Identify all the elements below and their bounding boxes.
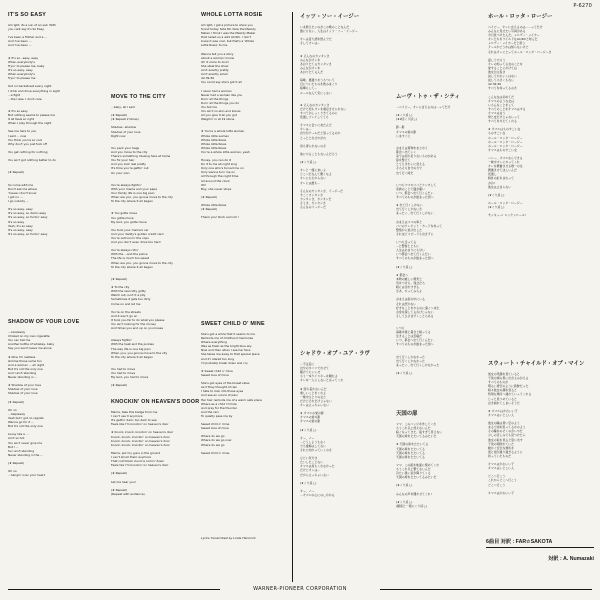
column-its-so-easy [8, 10, 80, 580]
song-title-move-to-the-city-jp: ムーヴ・トゥ・ザ・シティ [396, 94, 460, 100]
lyrics-move-to-the-city: ...baby, all I said (★ Repeat) (★ Repeat 2 times) Shadow...shadow Shadow of your love Right now You pack your bags And you move to the city There's something missing here at home You fix your hair And you look real pretty It's time you're gettin' out On your own You're always fightin' With your mama and your papa Your family life is one big pain When are you, you gonna move to the city To the city where it all began ★ You gotta move You gotta move My God, you gotta move You took your mama's car And your daddy's golden credit card You're outrunnin' the cops And you don't even drive too hard You're always ridin' With the ...and the police The life is much too sweet When are you, you gonna move to the city To the city where it all began (★ Repeat) ★ To the city With the real nitty gritty Watch out, isn't it a pity Sometimes it gets too dirty Come on and let me You're on the streets And it won't go on It took you far to do what you please You ain't looking for the money And times you end up on you knees Always fightin' With the heat and the junkies The way life is one big pain When you, you gonna move to the city To the city where it all began You had to move You had to move My God, you had to move (★ Repeat) [111, 105, 173, 388]
lyrics-its-so-easy: All right, its a sun of an sail. With you cant say it's So Easy. I've been a flother and a ... And I've been ... And I've been ... ★ It's so...easy, easy When everybody's Tryin' to please me, baby It's so easy, easy When everybody's Tryin' to please me Out on backstreet every night I drink and drive everything in sight ...a fight ...the rules, I don't care ★ It's so easy But nothing seems to please me It all feels so right When I play through the night See me here to you I said ... now You think you're so cool Why don't you just fuck off You get nothing for nothing You ain't got nothing better to do (★ Repeat) So come with me Don't ask me where 'Cause I don't know I got no ... I go nobody ... It's so easy, easy It's so easy, so damn easy It's so easy, so fuckin' easy It's so easy Yeah, it's so easy It's so easy, easy It's so easy, so fuckin' easy [8, 23, 60, 236]
lyrics-knockin-jp: ママ、このバッジを外してくれ もうこれ以上使えないんだ 暗くなってきた、暗すぎて見えない 天国の扉をたたいてるみたいだ ★ 天国の扉をたたいてる 天国の扉をたたいてる 天国の扉をたたいてる 天国の扉をたたいてる ママ、この銃を地面に埋めてくれ もうこれ以上撃てないんだ 冷たい黒い雲が降りてくる 天国の扉をたたいてるみたいだ (★くり返し) みんなの声を聞かせてくれ! (★くり返し) (観客と一緒にくり返し) [396, 422, 443, 508]
song-title-whole-lotta-rosie: WHOLE LOTTA ROSIE [201, 12, 263, 18]
footer-company: WARNER-PIONEER CORPORATION [253, 586, 347, 592]
column-jp-3 [488, 10, 594, 532]
song-title-shadow-of-your-love: SHADOW OF YOUR LOVE [8, 319, 80, 325]
song-title-sweet-child-o-mine: SWEET CHILD O' MINE [201, 321, 265, 327]
column-divider [292, 12, 293, 582]
lyrics-knockin-on-heavens-door: Mama, take this badge from me I can't use it anymore It's gettin' dark, too dark to see Feels like I'm knockin' on heaven's door ★ Knock, knock, knockin' on heaven's door Knock, knock, knockin' on heaven's door Knock, knock, knockin' on heaven's door Knock, knock, knockin' on heaven's door Mama, put my guns in the ground I can't shoot them anymore That cold black cloud is comin' down Feels like I'm knockin' on heaven's door (★ Repeat) Let me hear you! (★ Repeat) (Repeat with audience) [111, 410, 174, 496]
song-title-whole-lotta-rosie-jp: ホール・ロッタ・ロージー [488, 14, 553, 20]
song-title-its-so-easy-jp: イッツ・ソー・イージー [300, 14, 360, 20]
column-move-to-the-city [111, 10, 200, 520]
song-title-shadow-of-your-love-jp: シャドウ・オブ・ユア・ラヴ [300, 351, 370, 357]
song-title-move-to-the-city: MOVE TO THE CITY [111, 94, 166, 100]
lyrics-move-to-the-city-jp: ...ベイビー、オレに言えるのは...ってだけ (★くり返し) (★2回くり返し) 影...影 オマエの愛の影 いますぐに おまえは荷物をまとめて 都会へ出ていく 家では何か足りないものがある 髪を整えて とてもきれいに見える そろそろ自分の力で 出て行く時だ いつもママやパパとケンカして 家族のことで頭が痛い いつ、都会へ出て行くんだい すべてのものが始まった街へ ★ 出て行くしかない 出て行くしかないさ まったく、出て行くしかない おまえはママの車と パパのクレジット・カードを持って 警察から逃げ出した それほどスピードも出さずに いつも走ってる ...と警察とともに 人生はあまりにも甘い いつ都会へ出て行くんだい すべてのものが始まった街へ (★くり返し) ★ 都会へ 本物の厳しい現実と 気をつけろ、残念だろ 時には汚れすぎる さあ、やってみろよ おまえは街の中にいる それは続かない 好きなことをやるのに遠くへ来た お金を探してるわけじゃない そしてひざまずくこともある いつも 麻薬中毒と暑さと戦ってる 生きることは苦痛だ いつ、都会へ出て行くんだい すべてのものが始まった街へ 出て行くしかなかった 出て行くしかなかった まったく、出て行くしかなかった (★くり返し) [396, 105, 451, 376]
lyrics-whole-lotta-rosie: All right, I got a picture to show you found today. Side 80. Now the Melody Maker. I think I was the Melody Maker that called us a wild AC/DC. I don't know it was cool, but that's a 'Whole Lotta Rosie' to me. Wanna tell you a story About a woman I know Oh it come to lovin' She steal the show Ain't exactly pretty Ain't exactly small 42-39-56 You could say she's got it all I never had a woman Never had a woman like you Doin' all the things Doin' all the things you do You tell me You ain't no skin and bones All you give it all you got Weighin' in at 19 stone ★ You're a whole lotta woman Whole lotta woman Whole lotta Rosie Whole lotta Rosie Whole lotta Rosie You're a whole lotta woman, yeah Honey, you can do it Do it to me all night long Only one who's turned me on Only wanna turn me on All through the night time All around the clock Oh! Boy, she never stops (★ Repeat) Whole lotta Rosie (★ Repeat) Thank you! Rock and roll ! [201, 23, 256, 220]
credit-divider [486, 547, 594, 548]
column-jp-2 [396, 10, 482, 562]
lyrics-sweet-child-o-mine: She's got a smile that it seems to me Reminds me of childhood memories Where everything Was as fresh as the bright blue sky Now and then when I see her face She takes me away to that special place And if I stared too long I'd probably break down and cry ★ Sweet child o' mine Sweet love of mine She's got eyes of the bluest skies As if they thought of rain I hate to look into those eyes And see an ounce of pain Her hair reminds me of a warm safe place Where as a child I'd hide And pray for the thunder And the rain To quietly pass me by Sweet child o' mine Sweet love of mine Where do we go Where do we go now Where do we go Sweet child o' mine [201, 332, 262, 455]
translation-credits [486, 538, 594, 562]
catalog-code: P-6270 [573, 3, 592, 9]
song-title-knockin-jp: 天国の扉 [396, 411, 418, 417]
column-whole-lotta-rosie [201, 10, 267, 540]
lyrics-its-so-easy-jp: いま教えたいのがこの歌のことなんだ 誰にもない、人生はイッツ・ソー・イージー オレは昔大酒を飲んでた そしてオレは... ★ そんなのカンタンさ みんながオレを あおりたてるカンタンさ みんながオレを あおりたてるんだ 毎晩、裏通りをうろついて 目についたものを飲みまくり 喧嘩もして... ルールなんて気にしない ★ そんなのカンタンさ だけど何もオレを満足させられない すべてがしっくりきてるのに 夜通しプレイしてても オマエに会いに来たんだ オレは... 自分がクールだと思ってるのか とっとと失せやがれ 何も得られないのさ 他にやることもないんだろう (★くり返し) オレと一緒に来いよ どこへだなんて聞くなよ オレにもわからない オレには誰も... そんなのカンタンさ、イージーだ すごくカンタンさ カンタンさ、カンタンだ そうさ、カンタンさ そんなのイージーだ [300, 25, 358, 210]
lyrics-sweet-child-jp: 彼女の笑顔を見ていると 子供の頃の思い出がよみがえる すべてのものが 明るい青空のように新鮮だった 時々彼女の顔を見ると 特別な場所へ連れていってくれる じっと見つめていると 泣き崩れてしまいそうだ ★ オマエはかわいい子 オマエはいとしい人 彼女の瞳は青い空のよう まるで雨を思ってるかのよう その瞳をのぞくのがいやだ 少しの苦しみでも見つけたら 彼女の髪を見ると思い出す 子供の頃隠れていた 暖かく安全な場所を 雷と雨が通り過ぎるように 祈っていたものだ オマエはかわいい子 オマエはいとしい人 どこへ行こう これからどこへ行こう どこへ行こう オマエはかわいい子 [488, 372, 532, 495]
lyrics-whole-lotta-rosie-jp: ベイビー、オレに言えるのは......ってだけ みんなに見せたい写真がある 今日見つけたんだ。メロディ・メイカー オレたちをワイルドなAC/DCと呼んだ メロディ・メイカーだと思う クールかどうかは知らないけど それはオレにとってホール・ロッタ・ロージーさ 話してやろう オレの知ってる女のことを 愛することにかけては 彼女が主役さ 決してかわいくはない 決して小さくもない 42-39-56 すべてを持ってるのさ こんな女は初めてだ オマエのような女は いろんなことをして すべてのことをオマエはする オマエは言う 骨と皮だけじゃないって すべてを与えてくれる ★ オマエはものすごい女 ものすごい女 ホール・ロッタ・ロージー ホール・ロッタ・ロージー ホール・ロッタ・ロージー オマエはものすごい女 ハニー、オマエならできる 一晩中オレにやってくれ オレを興奮させる唯一の女 興奮させてほしいんだ 夜通し 時計の針をまわって おお! 彼女は止まらない (★くり返し) ホール・ロッタ・ロージー (★くり返し) サンキュー! ロックンロール! [488, 25, 552, 218]
song-title-its-so-easy: IT'S SO EASY [8, 12, 47, 18]
translator-credit: Lyrics transcribed by Linda Hennrick [201, 536, 256, 540]
column-jp-1 [300, 10, 386, 584]
song-title-knockin-on-heavens-door: KNOCKIN' ON HEAVEN'S DOOR [111, 399, 200, 405]
credit-line-2: 対訳 : A. Numazaki [548, 556, 594, 562]
song-title-sweet-child-jp: スウィート・チャイルド・オブ・マイン [488, 361, 585, 367]
credit-line-1: 6曲目 対訳 : FAR☆SAKOTA [486, 539, 553, 545]
lyrics-shadow-of-your-love-jp: ...不注意に 自分のタバコでむせて 賭けてもいいぜ もう一本ウイスキーを頼むよ オレを一人にしないと言ってくれ ★ 落ち着かないんだ 楽しいことをくれよ 一晩中ひとりの女と だけどそれだけじゃない オレは立っちゃいない ★ オマエの愛の影 オマエの愛の影 オマエの愛の影 (★くり返し) オー、ノー ...どうしようもなく でも後悔はしてない それに向かっていくのさ ひどい気分さ たいしたことない オマエは何もくれなかった だけどオレは... だから立っちゃいない (★くり返し) オー、ノー ...オマエの心にのしかかる [300, 362, 344, 497]
lyrics-shadow-of-your-love: ...carelessly Choked on my own cigarette You can bet me Another bottle of whiskey, baby Say you won't leave me alone ★ Now I'm restless Gimme those some fun And a woman ... all night But it's not the only one And I ain't standing Never standing in ... ★ Shadow of your love Shadow of your love Shadow of your love (★ Repeat) Oh no ...helplessly Yeah but I got no regrets Wanna go for it ... But it's not the only one Lousy like a ... Ain't so hot You ain't never give me But I ... So I ain't standing Never standing in the ... (★ Repeat) Oh no ...hangin' over your heart [8, 330, 55, 478]
